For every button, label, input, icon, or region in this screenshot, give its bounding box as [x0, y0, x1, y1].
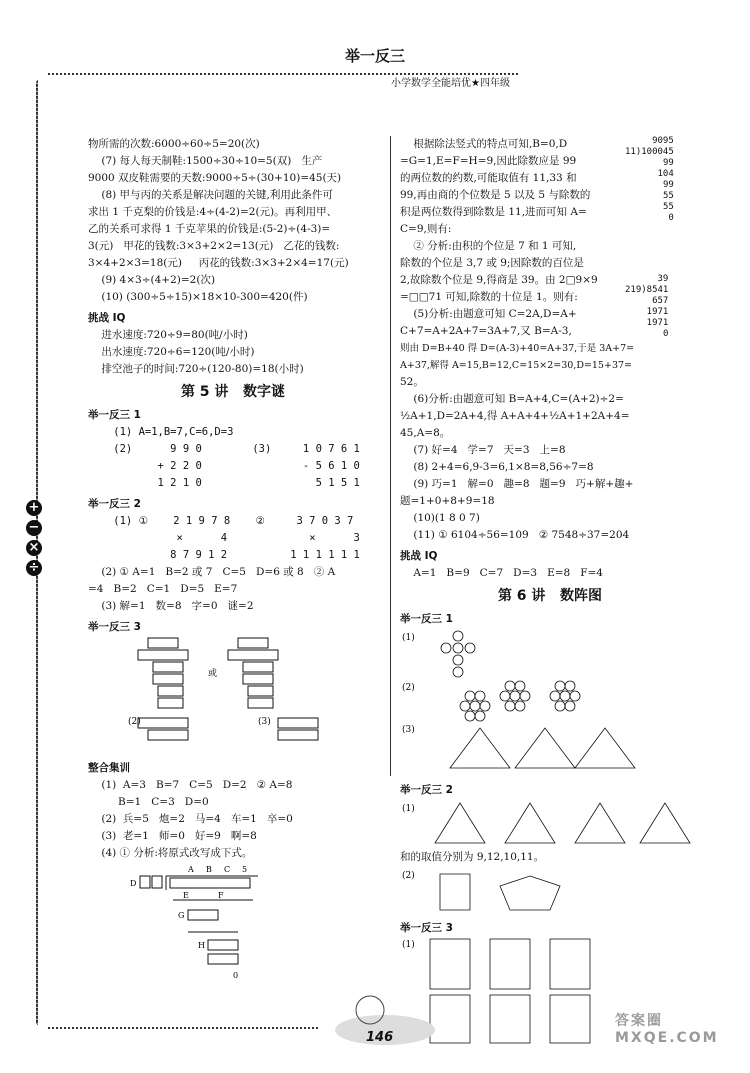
text-line: 物所需的次数:6000÷60÷5=20(次): [88, 138, 260, 150]
division-row: 9095: [652, 136, 674, 146]
text-line: C=9,则有:: [400, 223, 452, 235]
division-row: 0: [662, 329, 669, 339]
text-line: + 2 2 0 - 5 6 1 0: [88, 460, 360, 472]
divide-icon: ÷: [26, 560, 42, 576]
digit-grid-puzzle-area: [128, 636, 378, 756]
section-heading: 举一反三 1: [400, 613, 453, 625]
page-header-subtitle: 小学数学全能培优★四年级: [391, 78, 510, 89]
division-label: 5: [242, 865, 248, 874]
division-label: C: [224, 865, 231, 874]
left-column: [88, 136, 378, 982]
number-array-diagrams-3: [400, 866, 700, 916]
division-row: 0: [668, 213, 674, 223]
text-line: (4) ① 分析:将原式改写成下式。: [88, 847, 253, 859]
text-line: 52。: [400, 376, 424, 388]
division-row: 104: [657, 169, 674, 179]
top-dotted-rule: [48, 73, 518, 75]
text-line: 乙的关系可求得 1 千克苹果的价钱是:(5-2)÷(4-3)=: [88, 223, 331, 235]
text-line: 99,再由商的个位数是 5 以及 5 与除数的: [400, 189, 591, 201]
text-line: 3(元) 甲花的钱数:3×3+2×2=13(元) 乙花的钱数:: [88, 240, 340, 252]
text-line: (8) 甲与丙的关系是解决问题的关键,利用此条件可: [88, 189, 333, 201]
text-line: (3) 解=1 数=8 字=0 谜=2: [88, 600, 254, 612]
division-row: 11)100045: [625, 147, 674, 157]
text-line: 9000 双皮鞋需要的天数:9000÷5÷(30+10)=45(天): [88, 172, 342, 184]
item-label: (1): [402, 804, 415, 814]
text-line: =□□71 可知,除数的十位是 1。则有:: [400, 291, 578, 303]
text-line: × 4 × 3: [88, 532, 360, 544]
text-line: ½A+1,D=2A+4,得 A+A+4+½A+1+2A+4=: [400, 410, 630, 422]
digit-grid-diagram: [128, 636, 358, 756]
text-line: (3) 老=1 师=0 好=9 啊=8: [88, 830, 257, 842]
item-label: (3): [402, 725, 415, 735]
item-label: (2): [402, 871, 415, 881]
lecture-title: 第 5 讲 数字谜: [180, 384, 286, 400]
operator-icons: [26, 500, 44, 580]
division-row: 219)8541: [625, 285, 669, 295]
division-worked-2: [625, 274, 668, 340]
plus-icon: +: [26, 500, 42, 516]
text-line: (1) A=3 B=7 C=5 D=2 ② A=8: [88, 779, 293, 791]
number-array-svg-2: [400, 799, 700, 849]
text-line: 的两位数的约数,可能取值有 11,33 和: [400, 172, 577, 184]
text-line: (10)(1 8 0 7): [400, 512, 480, 524]
division-label: F: [218, 891, 224, 900]
text-line: 则由 D=B+40 得 D=(A-3)+40=A+37,于是 3A+7=: [400, 343, 635, 354]
watermark: 答案圈 MXQE.COM: [615, 1013, 719, 1046]
text-line: (2) 兵=5 炮=2 马=4 车=1 卒=0: [88, 813, 293, 825]
division-row: 1971: [646, 318, 669, 328]
section-heading: 举一反三 1: [88, 409, 141, 421]
division-row: 99: [662, 158, 674, 168]
text-line: (1) A=1,B=7,C=6,D=3: [88, 426, 234, 438]
text-line: (8) 2+4=6,9-3=6,1×8=8,56÷7=8: [400, 461, 594, 473]
page-header-title: 举一反三: [344, 47, 405, 65]
lecture-title: 第 6 讲 数阵图: [497, 588, 603, 604]
division-label: 0: [233, 971, 239, 980]
text-line: (5)分析:由题意可知 C=2A,D=A+: [400, 308, 577, 320]
text-line: 积是两位数得到除数是 11,进而可知 A=: [400, 206, 587, 218]
text-line: 排空池子的时间:720÷(120-80)=18(小时): [88, 363, 304, 375]
column-divider: [390, 136, 391, 776]
text-line: (7) 每人每天制鞋:1500÷30÷10=5(双) 生产: [88, 155, 323, 167]
division-label: B: [206, 865, 212, 874]
text-line: (2) 9 9 0 (3) 1 0 7 6 1: [88, 443, 360, 455]
text-line: =G=1,E=F=H=9,因此除数应是 99: [400, 155, 577, 167]
text-line: C+7=A+2A+7=3A+7,又 B=A-3,: [400, 325, 572, 337]
page-number: 146: [366, 1030, 394, 1045]
division-row: 55: [662, 191, 674, 201]
text-line: 8 7 9 1 2 1 1 1 1 1 1: [88, 549, 360, 561]
text-line: (9) 巧=1 解=0 趣=8 题=9 巧+解+趣+: [400, 478, 634, 490]
right-column: [400, 136, 700, 1047]
section-heading: 举一反三 3: [400, 922, 453, 934]
text-line: 3×4+2×3=18(元) 丙花的钱数:3×3+2×4=17(元): [88, 257, 349, 269]
text-line: 进水速度:720÷9=80(吨/小时): [88, 329, 248, 341]
number-array-svg-3: [400, 866, 700, 916]
section-heading: 举一反三 2: [400, 784, 453, 796]
division-row: 39: [657, 274, 669, 284]
number-array-svg-1: [400, 628, 700, 778]
item-label: (2): [402, 683, 415, 693]
text-line: (11) ① 6104÷56=109 ② 7548÷37=204: [400, 529, 630, 541]
text-line: 根据除法竖式的特点可知,B=0,D: [400, 138, 568, 150]
text-line: (9) 4×3÷(4+2)=2(次): [88, 274, 216, 286]
division-label: E: [183, 891, 189, 900]
item-label: (1): [402, 633, 415, 643]
text-line: 求出 1 千克梨的价钱是:4÷(4-2)=2(元)。再利用甲、: [88, 206, 338, 218]
section-heading: 挑战 IQ: [88, 312, 126, 324]
text-line: 题=1+0+8+9=18: [400, 495, 495, 507]
text-line: 出水速度:720÷6=120(吨/小时): [88, 346, 255, 358]
division-label: G: [178, 911, 185, 920]
division-worked-1: [625, 136, 674, 224]
number-array-diagrams-2: [400, 799, 700, 849]
or-label: 或: [208, 669, 218, 679]
text-line: (7) 好=4 学=7 天=3 上=8: [400, 444, 566, 456]
section-heading: 挑战 IQ: [400, 550, 438, 562]
division-frame-diagram: [128, 862, 328, 982]
division-row: 1971: [646, 307, 669, 317]
text-line: (10) (300÷5÷15)×18×10-300=420(件): [88, 291, 308, 303]
text-line: 除数的个位是 3,7 或 9;因除数的百位是: [400, 257, 584, 269]
item-label: (1): [402, 940, 415, 950]
text-line: (6)分析:由题意可知 B=A+4,C=(A+2)÷2=: [400, 393, 624, 405]
times-icon: ×: [26, 540, 42, 556]
long-division-puzzle: [128, 862, 378, 982]
section-heading: 举一反三 2: [88, 498, 141, 510]
text-line: 2,故除数个位是 9,得商是 39。由 2□9×9: [400, 274, 598, 286]
text-line: =4 B=2 C=1 D=5 E=7: [88, 583, 238, 595]
section-heading: 整合集训: [88, 762, 130, 774]
text-line: ② 分析:由积的个位是 7 和 1 可知,: [400, 240, 577, 252]
sub-item-label: (2): [128, 717, 141, 727]
bottom-dotted-rule: [48, 1027, 318, 1029]
sub-item-label: (3): [258, 717, 271, 727]
division-label: H: [198, 941, 205, 950]
division-row: 657: [652, 296, 669, 306]
minus-icon: −: [26, 520, 42, 536]
text-line: A+37,解得 A=15,B=12,C=15×2=30,D=15+37=: [400, 360, 632, 371]
division-label: A: [188, 865, 194, 874]
division-label: D: [130, 879, 137, 888]
text-line: 45,A=8。: [400, 427, 451, 439]
section-heading: 举一反三 3: [88, 621, 141, 633]
text-line: 1 2 1 0 5 1 5 1: [88, 477, 360, 489]
text-line: (2) ① A=1 B=2 或 7 C=5 D=6 或 8 ② A: [88, 566, 336, 578]
division-row: 99: [662, 180, 674, 190]
division-row: 55: [662, 202, 674, 212]
text-line: A=1 B=9 C=7 D=3 E=8 F=4: [400, 567, 603, 579]
number-array-diagrams-1: [400, 628, 700, 778]
text-line: (1) ① 2 1 9 7 8 ② 3 7 0 3 7: [88, 515, 354, 527]
sum-note: 和的取值分别为 9,12,10,11。: [400, 851, 545, 863]
text-line: B=1 C=3 D=0: [88, 796, 209, 808]
